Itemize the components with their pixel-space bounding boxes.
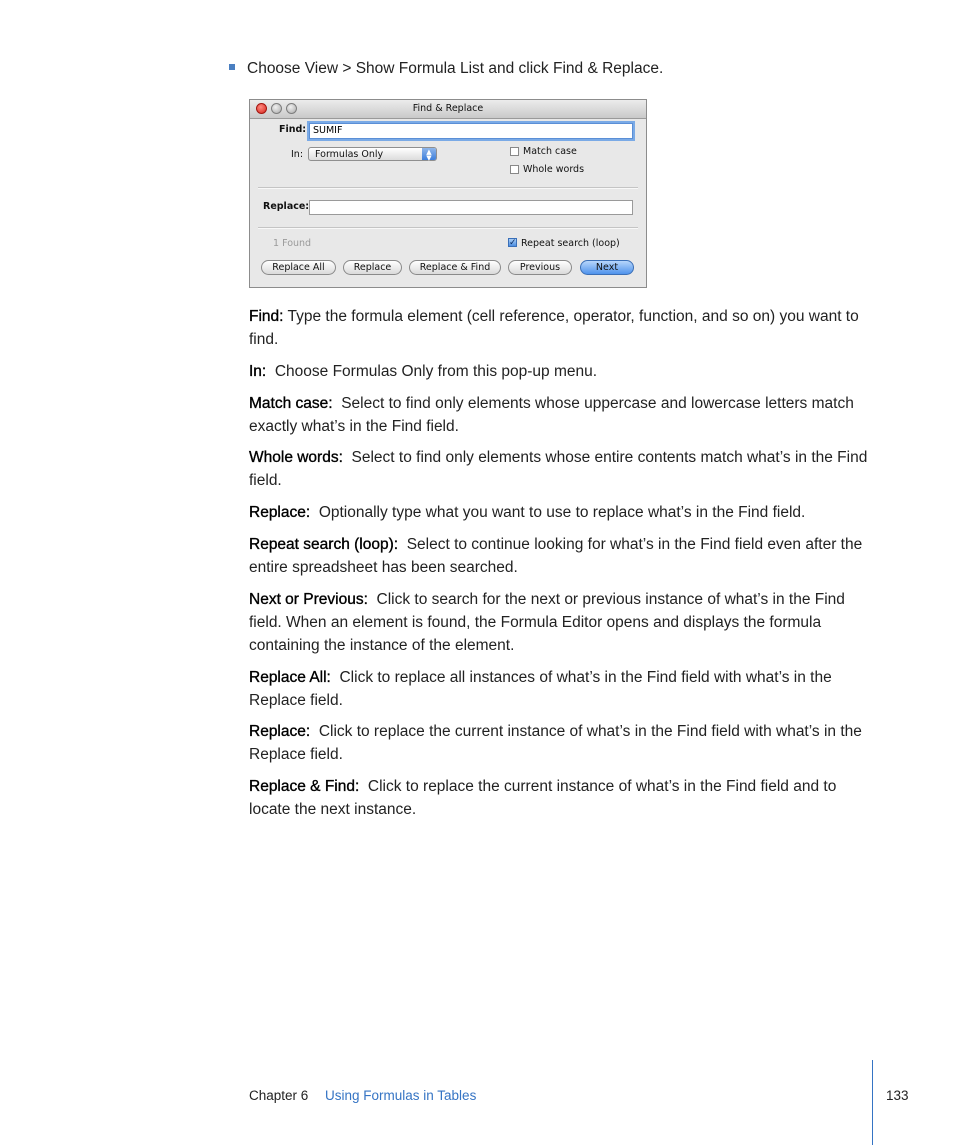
- repeat-search-label: Repeat search (loop): [521, 238, 620, 249]
- definition-replace-button: [249, 720, 879, 766]
- popup-arrows-icon: ▲ ▼: [422, 148, 436, 160]
- in-popup-value: Formulas Only: [315, 149, 384, 160]
- term: Repeat search (loop):: [249, 536, 399, 553]
- replace-input[interactable]: [309, 200, 633, 215]
- term: Replace:: [249, 504, 311, 521]
- definition-repeat-search: [249, 533, 879, 579]
- replace-find-button[interactable]: Replace & Find: [409, 260, 501, 275]
- whole-words-label: Whole words: [523, 164, 585, 175]
- replace-label: Replace:: [263, 201, 310, 212]
- repeat-search-checkbox[interactable]: ✓: [509, 238, 517, 248]
- term: Find:: [249, 308, 284, 325]
- definition-in: [249, 360, 879, 383]
- definition-replace-all: [249, 666, 879, 712]
- intro-bullet: [229, 60, 663, 78]
- definition-text: Select to find only elements whose entire contents match what’s in the Find field.: [249, 449, 868, 489]
- definition-text: Click to search for the next or previous instance of what’s in the Find field. When an element is found, the Formula Editor opens and displays the formula containing the instance of the element.: [249, 591, 845, 654]
- footer-divider: [872, 1060, 873, 1145]
- dialog-titlebar[interactable]: [250, 100, 646, 119]
- divider: [258, 187, 638, 189]
- match-case-checkbox[interactable]: [510, 147, 519, 156]
- term: Next or Previous:: [249, 591, 368, 608]
- definition-text: Type the formula element (cell reference, operator, function, and so on) you want to find.: [249, 308, 859, 348]
- next-button[interactable]: Next: [580, 260, 634, 275]
- divider: [258, 227, 638, 229]
- term: Match case:: [249, 395, 333, 412]
- footer-chapter: Chapter 6: [249, 1088, 309, 1103]
- in-popup-menu[interactable]: [308, 147, 437, 161]
- definition-find: [249, 305, 879, 351]
- footer-chapter-title: Using Formulas in Tables: [325, 1088, 477, 1103]
- definition-text: Optionally type what you want to use to replace what’s in the Find field.: [318, 504, 806, 521]
- page-number: 133: [886, 1088, 909, 1103]
- replace-all-button[interactable]: Replace All: [261, 260, 336, 275]
- find-replace-dialog: [249, 99, 647, 288]
- term: Whole words:: [249, 449, 343, 466]
- dialog-title: Find & Replace: [412, 103, 484, 114]
- definition-text: Click to replace all instances of what’s in the Find field with what’s in the Replace field.: [249, 669, 832, 709]
- match-case-label: Match case: [523, 146, 577, 157]
- definition-text: Choose Formulas Only from this pop-up menu.: [274, 363, 598, 380]
- definition-text: Click to replace the current instance of what’s in the Find field and to locate the next instance.: [249, 778, 837, 818]
- definition-whole-words: [249, 446, 879, 492]
- whole-words-checkbox[interactable]: [510, 165, 519, 174]
- term: In:: [249, 363, 267, 380]
- definition-text: Select to continue looking for what’s in the Find field even after the entire spreadsheet has been searched.: [249, 536, 863, 576]
- term: Replace All:: [249, 669, 331, 686]
- found-status: 1 Found: [273, 238, 312, 249]
- definition-text: Click to replace the current instance of what’s in the Find field with what’s in the Replace field.: [249, 723, 862, 763]
- find-label: Find:: [279, 124, 307, 135]
- previous-button[interactable]: Previous: [508, 260, 572, 275]
- definition-text: Select to find only elements whose uppercase and lowercase letters match exactly what’s in the Find field.: [249, 395, 854, 435]
- definition-match-case: [249, 392, 879, 438]
- bullet-square-icon: [229, 64, 235, 70]
- replace-button[interactable]: Replace: [343, 260, 402, 275]
- find-input[interactable]: SUMIF: [309, 123, 633, 139]
- intro-text: Choose View > Show Formula List and click Find & Replace.: [247, 60, 664, 77]
- term: Replace:: [249, 723, 311, 740]
- definition-replace-field: [249, 501, 879, 524]
- in-label: In:: [291, 149, 304, 160]
- definition-next-previous: [249, 588, 879, 657]
- definition-replace-find: [249, 775, 879, 821]
- term: Replace & Find:: [249, 778, 360, 795]
